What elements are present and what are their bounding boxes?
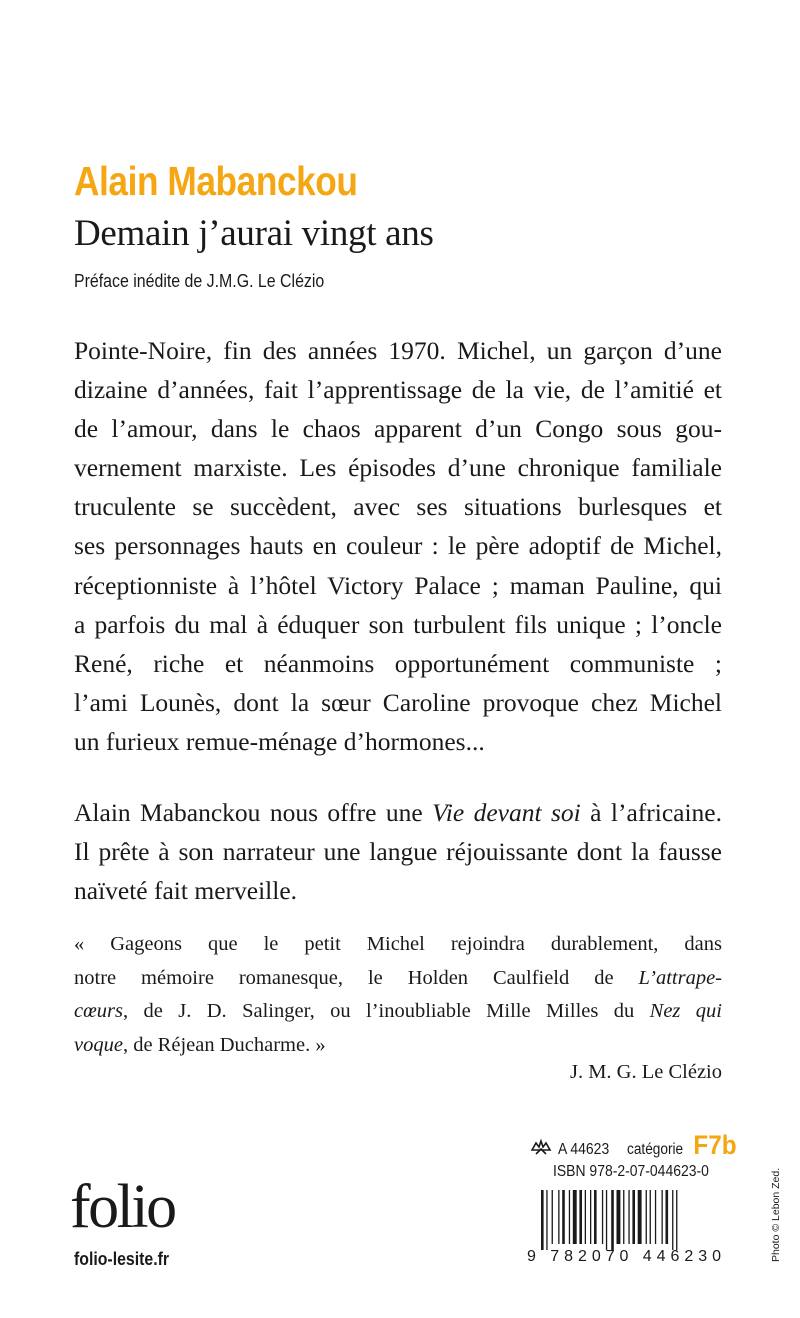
barcode-bar (632, 1190, 635, 1244)
barcode-bar (579, 1190, 582, 1244)
blurb-line: René, riche et néanmoins opportunément communiste ; (74, 648, 722, 678)
barcode-bar (662, 1190, 663, 1244)
blurb-line: naïveté fait merveille. (74, 876, 298, 906)
barcode-bar (650, 1190, 651, 1244)
italic-title-vie-devant-soi: Vie devant soi (432, 798, 581, 827)
isbn: ISBN 978-2-07-044623-0 (553, 1163, 709, 1180)
folio-logo: folio (70, 1173, 175, 1241)
preface-credit: Préface inédite de J.M.G. Le Clézio (74, 270, 325, 291)
author-name: Alain Mabanckou (74, 158, 358, 204)
barcode-bar (606, 1190, 607, 1250)
barcode-bar (623, 1190, 624, 1244)
barcode-bar (594, 1190, 597, 1244)
catalog-info (530, 1130, 739, 1161)
barcode-bar (611, 1190, 614, 1250)
barcode-bar (558, 1190, 559, 1244)
reference-number: A 44623 (558, 1141, 610, 1158)
blurb-line: ses personnages hauts en couleur : le père adoptif de Michel, (74, 531, 722, 561)
quote-line: notre mémoire romanesque, le Holden Caulfield de L’attrape- (74, 966, 722, 989)
blurb-line: truculente se succèdent, avec ses situations burlesques et (74, 492, 722, 522)
barcode-bar (628, 1190, 629, 1244)
blurb-line: vernement marxiste. Les épisodes d’une chronique familiale (74, 453, 722, 483)
barcode-bar (676, 1190, 677, 1250)
barcode-bar (546, 1190, 547, 1250)
review-quote (74, 928, 722, 1063)
blurb-line: a parfois du mal à éduquer son turbulent fils unique ; l’oncle (74, 609, 722, 639)
publisher-bird-icon (530, 1138, 552, 1156)
blurb-line: l’ami Lounès, dont la sœur Caroline provoque chez Michel (74, 687, 722, 717)
blurb-line: Il prête à son narrateur une langue réjouissante dont la fausse (74, 837, 722, 867)
barcode-bar (585, 1190, 586, 1244)
quote-line: cœurs, de J. D. Salinger, ou l’inoubliable Mille Milles du Nez qui (74, 1000, 722, 1023)
barcode-bar (655, 1190, 656, 1244)
barcode-bar (666, 1190, 669, 1244)
blurb-line: Alain Mabanckou nous offre une Vie devant soi à l’africaine. (74, 798, 722, 827)
barcode-bar (552, 1190, 553, 1244)
barcode-bar (573, 1190, 577, 1244)
blurb-line: réceptionniste à l’hôtel Victory Palace ; maman Pauline, qui (74, 570, 722, 600)
photo-credit: Photo © Lebon Zed. (770, 1167, 782, 1262)
barcode-bar (562, 1190, 565, 1244)
quote-line: voque, de Réjean Ducharme. » (74, 1034, 326, 1057)
category-code: F7b (693, 1130, 737, 1160)
website-link: folio-lesite.fr (74, 1249, 170, 1269)
quote-attribution: J. M. G. Le Clézio (569, 1061, 722, 1083)
blurb-line: de l’amour, dans le chaos apparent d’un Congo sous gou- (74, 414, 722, 444)
barcode-bar (590, 1190, 591, 1244)
blurb-line: un furieux remue-ménage d’hormones... (74, 726, 485, 756)
book-title: Demain j’aurai vingt ans (74, 213, 434, 254)
barcode-digits: 9 782070 446230 (527, 1248, 721, 1264)
blurb-paragraph-2 (74, 793, 722, 910)
blurb-line: dizaine d’années, fait l’apprentissage de la vie, de l’amitié et (74, 375, 722, 405)
barcode-bar (672, 1190, 673, 1250)
barcode (527, 1190, 723, 1264)
barcode-bar (569, 1190, 570, 1244)
blurb-line: Pointe-Noire, fin des années 1970. Michel, un garçon d’une (74, 336, 722, 365)
barcode-bar (602, 1190, 603, 1244)
barcode-bar (541, 1190, 544, 1250)
barcode-bar (617, 1190, 621, 1244)
quote-line: « Gageons que le petit Michel rejoindra durablement, dans (74, 933, 722, 955)
barcode-bar (638, 1190, 642, 1244)
blurb-paragraph-1 (74, 331, 722, 761)
category-label: catégorie (626, 1141, 684, 1158)
barcode-bar (646, 1190, 647, 1244)
